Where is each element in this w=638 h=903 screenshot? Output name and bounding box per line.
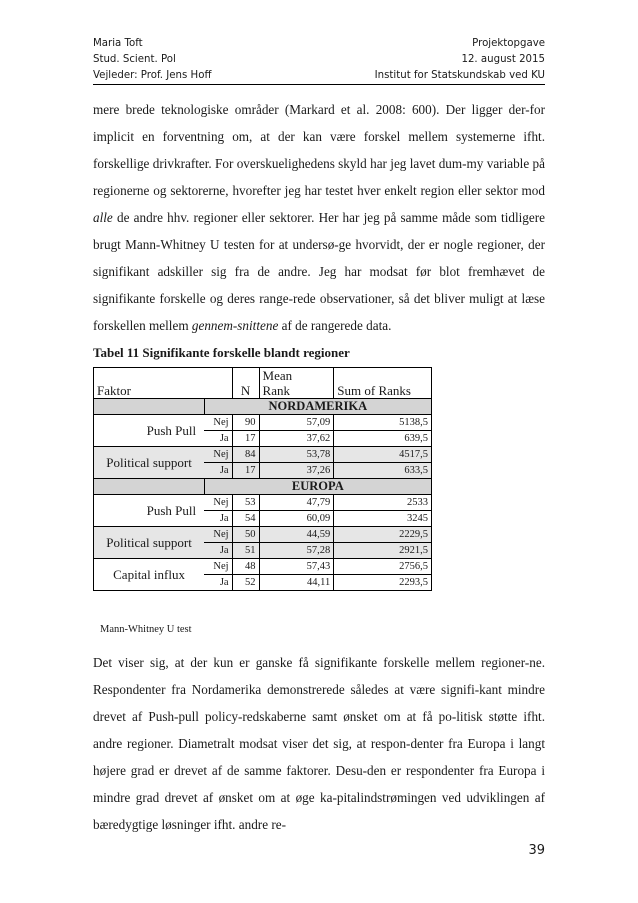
emphasis-gennemsnittene: gennem-snittene: [191, 318, 279, 333]
group-label: Nej: [204, 527, 232, 543]
header-sum-of-ranks: Sum of Ranks: [334, 368, 432, 399]
sum-ranks-value: 2229,5: [334, 527, 432, 543]
table-note: Mann-Whitney U test: [100, 624, 192, 635]
n-value: 53: [232, 495, 259, 511]
header-row-2: [93, 52, 545, 68]
region-row: [94, 479, 432, 495]
header-row-1: [93, 36, 545, 52]
mean-rank-value: 57,43: [259, 559, 334, 575]
sum-ranks-value: 633,5: [334, 463, 432, 479]
mean-rank-value: 37,62: [259, 431, 334, 447]
sum-ranks-value: 3245: [334, 511, 432, 527]
header-factor: Faktor: [94, 368, 205, 399]
factor-name: Push Pull: [94, 495, 205, 527]
sum-ranks-value: 2756,5: [334, 559, 432, 575]
region-name: EUROPA: [204, 479, 431, 495]
n-value: 52: [232, 575, 259, 591]
group-label: Nej: [204, 495, 232, 511]
region-spacer: [94, 479, 205, 495]
region-spacer: [94, 399, 205, 415]
factor-name: Political support: [94, 527, 205, 559]
sum-ranks-value: 5138,5: [334, 415, 432, 431]
text-span: de andre hhv. regioner eller sektorer. Her har jeg på samme måde som tidligere brugt Mann-Whitney U testen for at undersø-ge hvorvidt, der er nogle regioner, der signifikant adskiller sig fra de andre. Jeg har modsat før blot fremhævet de signifikante forskelle og deres range-rede observationer, så det bliver muligt at læse forskellen mellem: [93, 210, 545, 333]
page-header: [93, 36, 545, 85]
supervisor: Vejleder: Prof. Jens Hoff: [93, 70, 212, 81]
text-span: mere brede teknologiske områder (Markard et al. 2008: 600). Der ligger der-for implicit en forventning om, at der kan være forskel mellem systemerne ifht. forskellige drivkrafter. For overskuelighedens skyld har jeg lavet dum-my variable på regionerne og sektorerne, hvorefter jeg har testet hver enkelt region eller sektor mod: [93, 102, 545, 198]
doc-date: 12. august 2015: [461, 54, 545, 65]
regions-table: [93, 367, 432, 591]
emphasis-alle: alle: [93, 210, 113, 225]
header-mean-rank-line2: Rank: [262, 383, 290, 398]
paragraph-results: [93, 649, 545, 838]
study-program: Stud. Scient. Pol: [93, 54, 176, 65]
header-blank: [204, 368, 232, 399]
mean-rank-value: 44,59: [259, 527, 334, 543]
group-label: Nej: [204, 447, 232, 463]
sum-ranks-value: 2293,5: [334, 575, 432, 591]
table-caption: Tabel 11 Signifikante forskelle blandt regioner: [93, 345, 350, 360]
mean-rank-value: 44,11: [259, 575, 334, 591]
doc-type: Projektopgave: [472, 38, 545, 49]
n-value: 90: [232, 415, 259, 431]
region-row: [94, 399, 432, 415]
table-row: [94, 495, 432, 511]
header-n: N: [232, 368, 259, 399]
group-label: Ja: [204, 543, 232, 559]
mean-rank-value: 60,09: [259, 511, 334, 527]
paragraph-intro: [93, 96, 545, 339]
n-value: 17: [232, 431, 259, 447]
sum-ranks-value: 639,5: [334, 431, 432, 447]
table-row: [94, 527, 432, 543]
group-label: Nej: [204, 415, 232, 431]
header-mean-rank: [259, 368, 334, 399]
table-row: [94, 415, 432, 431]
table-row: [94, 559, 432, 575]
group-label: Ja: [204, 463, 232, 479]
text-span: af de rangerede data.: [278, 318, 392, 333]
group-label: Ja: [204, 431, 232, 447]
header-row-3: [93, 68, 545, 85]
factor-name: Political support: [94, 447, 205, 479]
sum-ranks-value: 2921,5: [334, 543, 432, 559]
institute: Institut for Statskundskab ved KU: [374, 70, 545, 81]
group-label: Nej: [204, 559, 232, 575]
group-label: Ja: [204, 575, 232, 591]
table-header-row: [94, 368, 432, 399]
n-value: 50: [232, 527, 259, 543]
mean-rank-value: 47,79: [259, 495, 334, 511]
mean-rank-value: 37,26: [259, 463, 334, 479]
n-value: 17: [232, 463, 259, 479]
page-number: 39: [528, 843, 545, 858]
n-value: 84: [232, 447, 259, 463]
table-row: [94, 447, 432, 463]
factor-name: Capital influx: [94, 559, 205, 591]
paragraph-intro-text: [93, 96, 545, 339]
n-value: 48: [232, 559, 259, 575]
author-name: Maria Toft: [93, 38, 143, 49]
region-name: NORDAMERIKA: [204, 399, 431, 415]
paragraph-results-text: Det viser sig, at der kun er ganske få signifikante forskelle mellem regioner-ne. Respondenter fra Nordamerika demonstrerede således at være signifi-kant mindre drevet af Push-pull policy-redskaberne samt ønsket om at få po-litisk støtte ifht. andre regioner. Diametralt modsat viser det sig, at respon-denter fra Europa i langt højere grad er drevet af de samme faktorer. Desu-den er respondenter fra Europa i mindre grad drevet af ønsket om at øge ka-pitalindstrømingen ved udviklingen af bæredygtige løsninger ifht. andre re-: [93, 655, 545, 832]
n-value: 51: [232, 543, 259, 559]
group-label: Ja: [204, 511, 232, 527]
sum-ranks-value: 2533: [334, 495, 432, 511]
mean-rank-value: 57,09: [259, 415, 334, 431]
mean-rank-value: 57,28: [259, 543, 334, 559]
factor-name: Push Pull: [94, 415, 205, 447]
n-value: 54: [232, 511, 259, 527]
header-mean-rank-line1: Mean: [262, 368, 293, 383]
mean-rank-value: 53,78: [259, 447, 334, 463]
sum-ranks-value: 4517,5: [334, 447, 432, 463]
